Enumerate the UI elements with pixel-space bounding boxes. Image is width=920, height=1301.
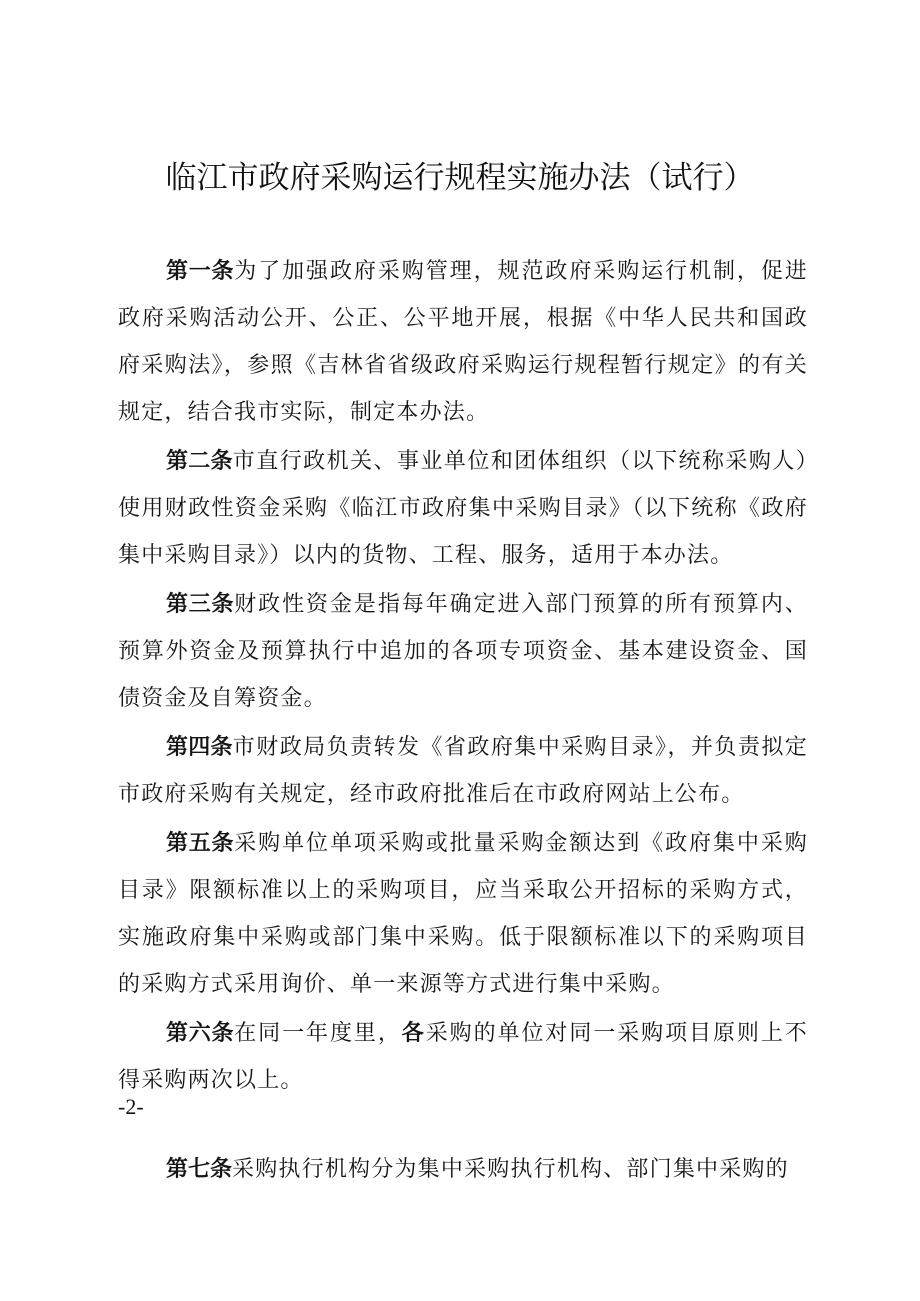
article-4	[118, 724, 808, 818]
article-1-head: 第一条	[166, 259, 235, 284]
article-5-head: 第五条	[166, 831, 235, 856]
article-4-text: 市财政局负责转发《省政府集中采购目录》，并负责拟定市政府采购有关规定，经市政府批准后在市政府网站上公布。	[118, 735, 808, 807]
article-7	[118, 1146, 808, 1193]
article-1	[118, 248, 808, 436]
page-number: -2-	[118, 1094, 144, 1119]
article-7-head: 第七条	[166, 1157, 233, 1182]
article-2-head: 第二条	[166, 449, 233, 474]
article-1-text: 为了加强政府采购管理，规范政府采购运行机制，促进政府采购活动公开、公正、公平地开展，根据《中华人民共和国政府采购法》，参照《吉林省省级政府采购运行规程暂行规定》的有关规定，结合我市实际，制定本办法。	[118, 259, 808, 425]
document-body	[118, 248, 808, 1106]
document-title: 临江市政府采购运行规程实施办法（试行）	[165, 160, 755, 196]
article-3	[118, 581, 808, 722]
article-6-text-before: 在同一年度里，	[234, 1021, 402, 1046]
article-7-text: 采购执行机构分为集中采购执行机构、部门集中采购的	[232, 1157, 789, 1182]
article-2	[118, 438, 808, 579]
article-5-text: 采购单位单项采购或批量采购金额达到《政府集中采购目录》限额标准以上的采购项目，应当采取公开招标的采购方式，实施政府集中采购或部门集中采购。低于限额标准以下的采购项目的采购方式采用询价、单一来源等方式进行集中采购。	[118, 831, 808, 997]
article-3-head: 第三条	[166, 592, 235, 617]
next-page-body	[118, 1146, 808, 1195]
article-6-text-strong: 各	[401, 1020, 426, 1046]
article-6-head: 第六条	[166, 1021, 235, 1046]
article-6-text-after: 采购的单位对同一采购项目原则上不得采购两次以上。	[118, 1021, 808, 1093]
article-2-text: 市直行政机关、事业单位和团体组织（以下统称采购人）使用财政性资金采购《临江市政府集中采购目录》（以下统称《政府集中采购目录》）以内的货物、工程、服务，适用于本办法。	[118, 449, 808, 568]
article-6	[118, 1010, 808, 1104]
article-5	[118, 820, 808, 1008]
article-3-text: 财政性资金是指每年确定进入部门预算的所有预算内、预算外资金及预算执行中追加的各项专项资金、基本建设资金、国债资金及自筹资金。	[118, 592, 808, 711]
article-4-head: 第四条	[166, 735, 233, 760]
